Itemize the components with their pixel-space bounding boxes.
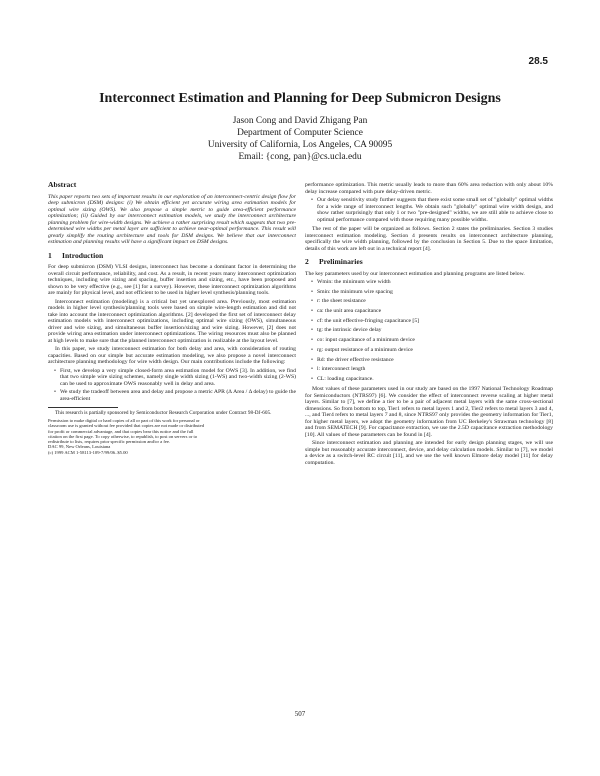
intro-paragraph-2: Interconnect estimation (modeling) is a critical but yet unexplored area. Previously, most estimation models in higher level synthesis/planning tools were based on simple wire-length estimation and did not take into account the interconnect optimization algorithms. [2] developed the first set of interconnect delay estimation models with interconnect optimizations, including optimal wire sizing (OWS), simultaneous driver and wire sizing, and simultaneous buffer insertion/sizing and wire sizing. However, [2] does not provide wiring area estimation under interconnect optimizations. The wiring resources must also be planned at high levels to make sure that the planned interconnect optimization is realizable at the layout level. (48, 298, 296, 344)
copyright-line: (c) 1999 ACM 1-58113-109-7/99/06..$5.00 (48, 449, 128, 455)
parameter-item: • rg: output resistance of a minimum device (311, 347, 553, 354)
contributions-list-continued (305, 197, 553, 223)
copyright-line: Permission to make digital or hard copies of all or part of this work for personal or (48, 418, 200, 423)
section-2-heading (305, 259, 553, 266)
intro-paragraph-1: For deep submicron (DSM) VLSI designs, interconnect has become a dominant factor in determining the overall circuit performance, reliability, and cost. As a result, in recent years many interconnect optimization techniques, including wire sizing and spacing, buffer insertion and sizing, etc., have been proposed and shown to be very effective (e.g., see [1] for a survey). However, these interconnect optimization algorithms are mainly for physical level, and not efficient to be used in higher level synthesis/planning tools. (48, 264, 296, 296)
parameter-item: • Wmin: the minimum wire width (311, 279, 553, 286)
contributions-list (48, 368, 296, 403)
parameter-list (305, 279, 553, 382)
copyright-line: for profit or commercial advantage, and that copies bear this notice and the full (48, 428, 194, 434)
parameter-item: • tg: the intrinsic device delay (311, 327, 553, 334)
right-column (305, 182, 553, 468)
organization-paragraph: The rest of the paper will be organized as follows. Section 2 states the preliminaries. Section 3 studies interconnect estimation modeling. Section 4 presents results on interconnect architecture planning, specifically the wire width planning, followed by the conclusion in Section 5. Due to the space limitation, details of this work are left out in a technical report [4]. (305, 226, 553, 252)
copyright-line: DAC 99, New Orleans, Louisiana (48, 444, 111, 450)
parameter-item: • Rd: the driver effective resistance (311, 357, 553, 364)
copyright-line: classroom use is granted without fee provided that copies are not made or distributed (48, 423, 205, 429)
section-2-number: 2 (305, 257, 309, 266)
left-column (48, 182, 296, 455)
author-email: Email: {cong, pan}@cs.ucla.edu (238, 152, 362, 162)
copyright-notice (48, 418, 296, 455)
contribution-item: • First, we develop a very simple closed-form area estimation model for OWS [3]. In addition, we find that two simple wire sizing schemes, namely single width sizing (1-WS) and two-width sizing (2-WS) can be used to approximate OWS reasonably well in delay and area. (54, 368, 296, 388)
author-names: Jason Cong and David Zhigang Pan (232, 116, 368, 126)
contribution-item: • Our delay sensitivity study further suggests that there exist some small set of "globally" optimal widths for a wide range of interconnect lengths. We obtain such "globally" optimal wire width design, and show rather surprisingly that only 1 or two "pre-designed" widths, we are still able to achieve close to optimal performance compared with those requiring many possible widths. (311, 197, 553, 223)
prelim-paragraph-3: Since interconnect estimation and planning are intended for early design planning stages, we will use simple but reasonably accurate interconnect, device, and delay calculation models. Similar to [7], we model a device as a switch-level RC circuit [11], and we use the well known Elmore delay model [11] for delay computation. (305, 440, 553, 466)
copyright-line: redistribute to lists, requires prior specific permission and/or a fee. (48, 439, 171, 445)
footnote: This research is partially sponsored by Semiconductor Research Corporation under Contract 98-DJ-605. (55, 410, 272, 416)
author-department: Department of Computer Science (237, 128, 363, 138)
session-number: 28.5 (528, 56, 548, 67)
paper-title: Interconnect Estimation and Planning for Deep Submicron Designs (99, 91, 501, 106)
intro-paragraph-3: In this paper, we study interconnect estimation for both delay and area, with consideration of routing capacities. Based on our simple but accurate estimation modeling, we also propose a novel interconnect architecture planning methodology for wire width design. Our main contributions include the following: (48, 346, 296, 365)
section-1-number: 1 (48, 250, 52, 260)
contribution-item: • We study the tradeoff between area and delay and propose a metric APR (Δ Area / Δ delay) to guide the area-efficient (54, 389, 296, 402)
parameter-item: • cf: the unit effective-fringing capacitance [5] (311, 318, 553, 325)
continuation-paragraph: performance optimization. This metric usually leads to more than 60% area reduction with only about 10% delay increase compared with pure delay-driven metric. (305, 182, 553, 195)
parameter-item: • r: the sheet resistance (311, 298, 553, 305)
author-block (60, 115, 540, 163)
section-1-heading (48, 250, 296, 260)
parameter-item: • CL: loading capacitance. (311, 376, 553, 383)
parameter-item: • l: interconnect length (311, 366, 553, 373)
footnote-rule (48, 407, 118, 408)
copyright-line: citation on the first page. To copy otherwise, to republish, to post on servers or to (48, 433, 198, 439)
abstract-text: This paper reports two sets of important results in our exploration of an interconnect-centric design flow for deep submicron (DSM) designs: (i) We obtain efficient yet accurate wiring area estimation models for optimal wire sizing (OWS). We also propose a simple metric to guide area-efficient performance optimization; (ii) Guided by our interconnect estimation models, we study the interconnect architecture planning problem for wire-width designs. We achieve a rather surprising result which suggests that two pre-determined wire widths per metal layer are sufficient to achieve near-optimal performance. This result will greatly simplify the routing architecture and tools for DSM designs. We believe that our interconnect estimation and planning results will have a significant impact on DSM designs. (48, 193, 296, 245)
prelim-intro: The key parameters used by our interconnect estimation and planning programs are listed below. (305, 270, 525, 277)
parameter-item: • Smin: the minimum wire spacing (311, 289, 553, 296)
parameter-item: • ca: the unit area capacitance (311, 308, 553, 315)
section-1-title: Introduction (62, 250, 104, 260)
section-2-title: Preliminaries (319, 257, 363, 266)
parameter-item: • co: input capacitance of a minimum device (311, 337, 553, 344)
prelim-paragraph-2: Most values of these parameters used in our study are based on the 1997 National Technology Roadmap for Semiconductors (NTRS97) [6]. We consider the effect of interconnect reverse scaling at higher metal layers. Similar to [7], we define a tier to be a pair of adjacent metal layers with the same cross-sectional dimensions. So from bottom to top, Tier1 refers to metal layers 1 and 2, Tier2 refers to metal layers 3 and 4, ..., and Tier4 refers to metal layers 7 and 8, since NTRS97 only provides the geometry information for Tier1, for higher metal layers, we adopt the geometry information from UC Berkeley's Strawman technology [8] and from SEMATECH [9]. For capacitance extraction, we use the 2.5D capacitance extraction methodology [10]. All values of these parameters can be found in [4]. (305, 386, 553, 438)
abstract-heading: Abstract (48, 180, 77, 189)
author-university: University of California, Los Angeles, CA 90095 (207, 140, 393, 150)
page-number: 507 (294, 710, 306, 718)
